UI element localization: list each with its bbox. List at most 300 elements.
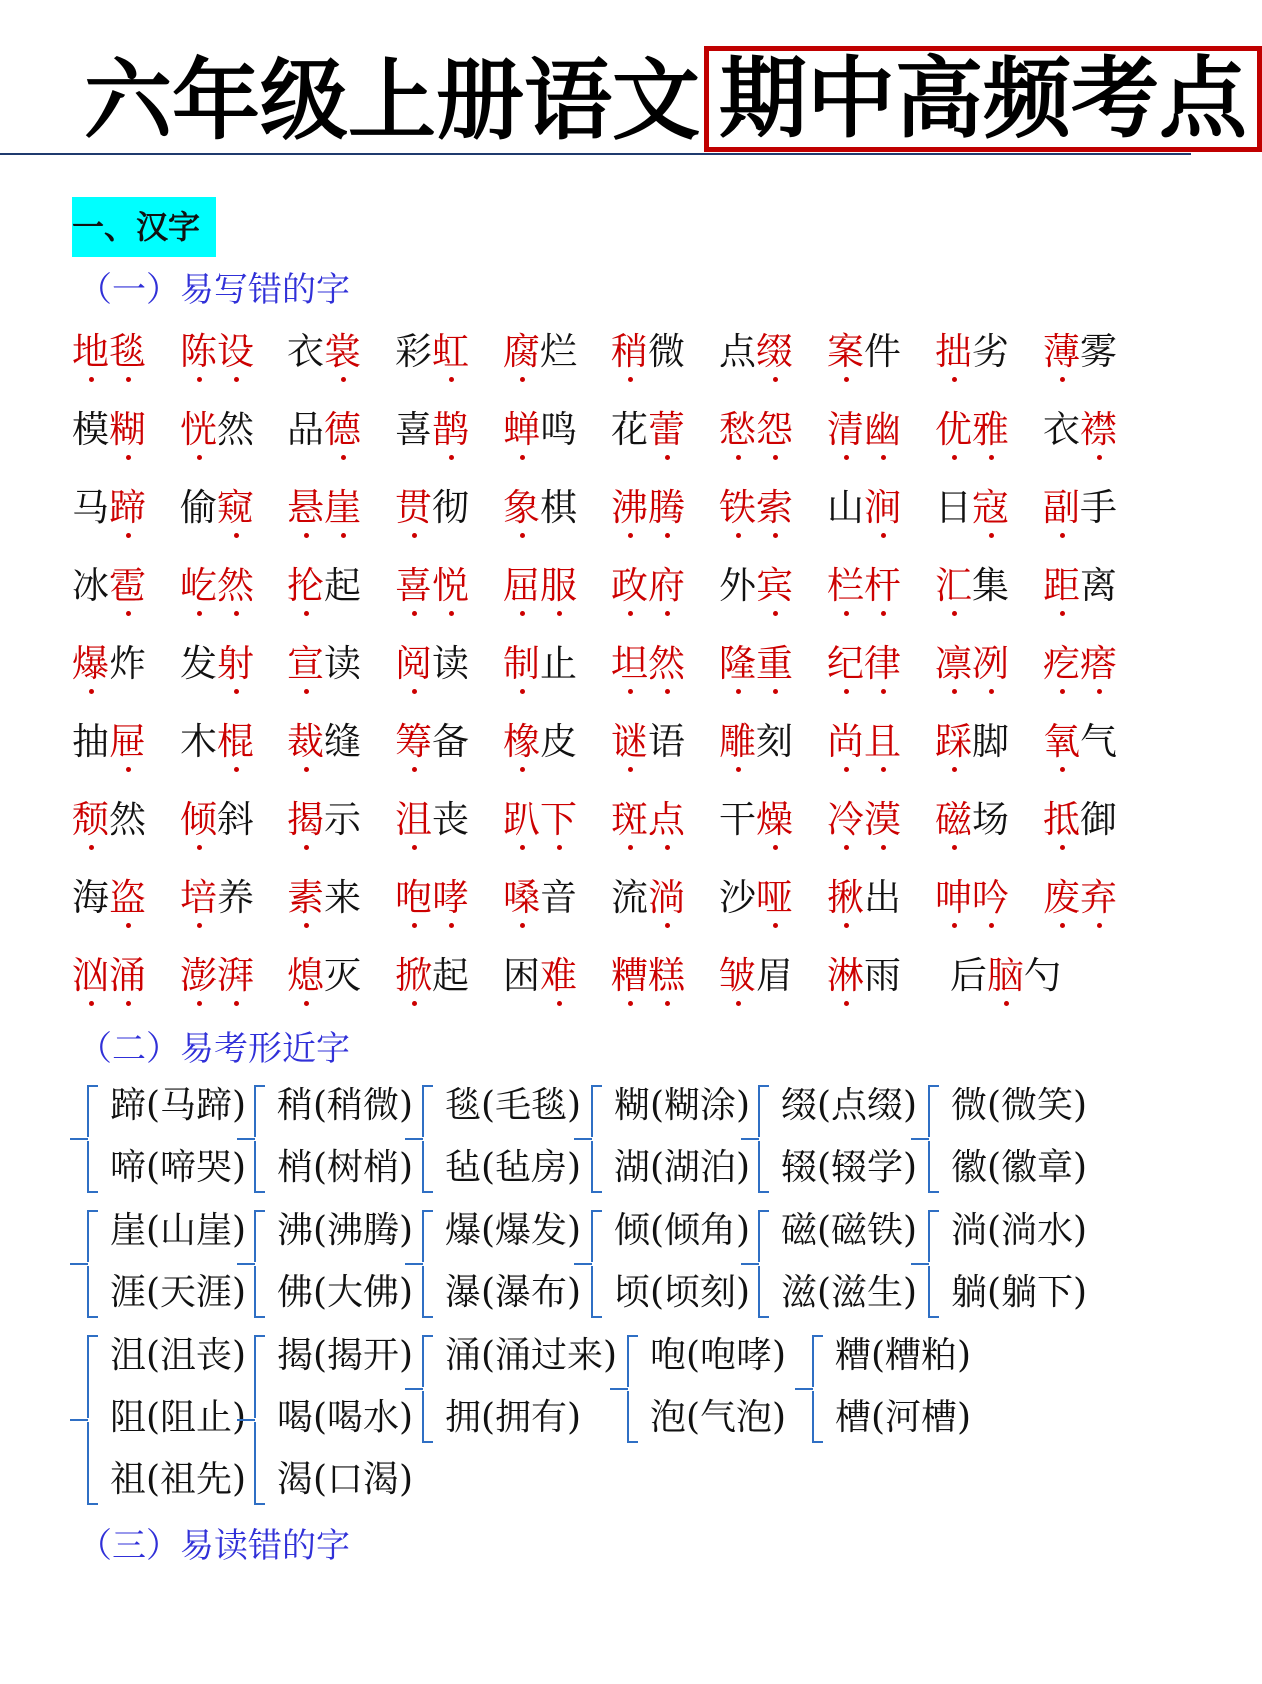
similar-char-item: 啼(啼哭): [110, 1147, 247, 1188]
error-prone-char: 哮: [432, 874, 469, 922]
word-item: [287, 718, 361, 766]
char: 外: [719, 564, 756, 607]
char: 木: [180, 720, 217, 763]
error-prone-char: 幽: [864, 406, 901, 454]
word-item: [1043, 874, 1117, 922]
error-prone-char: 糊: [109, 406, 146, 454]
char: 花: [611, 408, 648, 451]
error-prone-char: 清: [827, 406, 864, 454]
char: 眉: [756, 954, 793, 997]
error-prone-char: 毯: [109, 328, 146, 376]
error-prone-char: 素: [287, 874, 324, 922]
group-brace: [403, 1081, 443, 1197]
word-item: [503, 952, 577, 1000]
word-item: [180, 562, 254, 610]
error-prone-char: 裳: [324, 328, 361, 376]
similar-char-item: 涯(天涯): [110, 1272, 247, 1313]
error-prone-char: 谜: [611, 718, 648, 766]
char: 然: [109, 798, 146, 841]
word-item: [180, 952, 254, 1000]
word-item: [1043, 406, 1117, 454]
word-item: [827, 484, 901, 532]
error-prone-char: 冽: [972, 640, 1009, 688]
error-prone-char: 爆: [72, 640, 109, 688]
error-prone-char: 腾: [648, 484, 685, 532]
error-prone-char: 斑: [611, 796, 648, 844]
char: 冰: [72, 564, 109, 607]
similar-char-item: 稍(稍微): [277, 1085, 414, 1126]
error-prone-char: 弃: [1080, 874, 1117, 922]
word-item: [611, 562, 685, 610]
word-item: [935, 484, 1009, 532]
similar-char-item: 涌(涌过来): [445, 1335, 618, 1376]
similar-char-item: 湖(湖泊): [614, 1147, 751, 1188]
word-item: [503, 406, 577, 454]
error-prone-char: 杆: [864, 562, 901, 610]
word-item: [611, 406, 685, 454]
error-prone-char: 吟: [972, 874, 1009, 922]
char: 沙: [719, 876, 756, 919]
char: 干: [719, 798, 756, 841]
similar-char-item: 揭(揭开): [277, 1335, 414, 1376]
group-brace: [909, 1206, 949, 1322]
char: 炸: [109, 642, 146, 685]
word-item: [72, 406, 146, 454]
error-prone-char: 涧: [864, 484, 901, 532]
word-item: [72, 484, 146, 532]
char: 斜: [217, 798, 254, 841]
error-prone-char: 坦: [611, 640, 648, 688]
similar-char-item: 祖(祖先): [110, 1459, 247, 1500]
word-item: [611, 952, 685, 1000]
char: 养: [217, 876, 254, 919]
error-prone-char: 筹: [395, 718, 432, 766]
error-prone-char: 阅: [395, 640, 432, 688]
error-prone-char: 制: [503, 640, 540, 688]
char: 彻: [432, 486, 469, 529]
error-prone-char: 凛: [935, 640, 972, 688]
error-prone-char: 腐: [503, 328, 540, 376]
char: 棋: [540, 486, 577, 529]
char: 雾: [1080, 330, 1117, 373]
word-item: [72, 718, 146, 766]
error-prone-char: 拙: [935, 328, 972, 376]
word-item: [287, 952, 361, 1000]
word-item: [1043, 562, 1117, 610]
group-brace: [68, 1081, 108, 1197]
error-prone-char: 雹: [109, 562, 146, 610]
error-prone-char: 糕: [648, 952, 685, 1000]
error-prone-char: 抡: [287, 562, 324, 610]
char: 音: [540, 876, 577, 919]
word-item: [503, 328, 577, 376]
char: 发: [180, 642, 217, 685]
similar-char-item: 倾(倾角): [614, 1210, 751, 1251]
word-item: [1043, 484, 1117, 532]
word-item: [827, 328, 901, 376]
similar-char-item: 磁(磁铁): [781, 1210, 918, 1251]
char: 偷: [180, 486, 217, 529]
word-item: [287, 484, 361, 532]
char: 起: [324, 564, 361, 607]
word-item: [395, 328, 469, 376]
section-heading-characters: 一、汉字: [72, 197, 216, 257]
word-item: [287, 796, 361, 844]
word-item: [180, 406, 254, 454]
char: 衣: [1043, 408, 1080, 451]
title-plain: 六年级上册语文: [84, 49, 701, 152]
word-item: [180, 640, 254, 688]
error-prone-char: 哑: [756, 874, 793, 922]
char: 缝: [324, 720, 361, 763]
error-prone-char: 府: [648, 562, 685, 610]
error-prone-char: 政: [611, 562, 648, 610]
char: 抽: [72, 720, 109, 763]
error-prone-char: 燥: [756, 796, 793, 844]
error-prone-char: 雕: [719, 718, 756, 766]
word-item: [827, 874, 901, 922]
word-item: [827, 952, 901, 1000]
error-prone-char: 铁: [719, 484, 756, 532]
word-item: [395, 640, 469, 688]
char: 手: [1080, 486, 1117, 529]
word-item: [827, 640, 901, 688]
group-brace: [235, 1081, 275, 1197]
group-brace: [572, 1206, 612, 1322]
error-prone-char: 颓: [72, 796, 109, 844]
word-item: [1043, 796, 1117, 844]
word-item: [180, 874, 254, 922]
char: 御: [1080, 798, 1117, 841]
error-prone-char: 氧: [1043, 718, 1080, 766]
similar-char-item: 沸(沸腾): [277, 1210, 414, 1251]
char: 读: [324, 642, 361, 685]
char: 劣: [972, 330, 1009, 373]
word-item: [72, 874, 146, 922]
word-item: [719, 484, 793, 532]
title-rule: [0, 153, 1191, 155]
error-prone-char: 熄: [287, 952, 324, 1000]
error-prone-char: 盗: [109, 874, 146, 922]
error-prone-char: 屉: [109, 718, 146, 766]
word-item: [395, 484, 469, 532]
word-item: [503, 796, 577, 844]
group-brace: [793, 1331, 833, 1447]
similar-char-item: 缀(点缀): [781, 1085, 918, 1126]
word-item: [719, 562, 793, 610]
word-item: [719, 640, 793, 688]
error-prone-char: 窥: [217, 484, 254, 532]
similar-char-item: 佛(大佛): [277, 1272, 414, 1313]
error-prone-char: 德: [324, 406, 361, 454]
similar-char-item: 槽(河槽): [835, 1397, 972, 1438]
error-prone-char: 宣: [287, 640, 324, 688]
error-prone-char: 恍: [180, 406, 217, 454]
error-prone-char: 淋: [827, 952, 864, 1000]
subheading-similar-chars: （二）易考形近字: [78, 1029, 350, 1069]
word-item: [827, 796, 901, 844]
char: 丧: [432, 798, 469, 841]
error-prone-char: 点: [648, 796, 685, 844]
error-prone-char: 棍: [217, 718, 254, 766]
error-prone-char: 蝉: [503, 406, 540, 454]
error-prone-char: 培: [180, 874, 217, 922]
error-prone-char: 蹄: [109, 484, 146, 532]
group-brace: [403, 1331, 443, 1447]
word-item: [611, 328, 685, 376]
error-prone-char: 优: [935, 406, 972, 454]
word-item: [72, 328, 146, 376]
error-prone-char: 沸: [611, 484, 648, 532]
error-prone-char: 寇: [972, 484, 1009, 532]
similar-char-item: 滋(滋生): [781, 1272, 918, 1313]
error-prone-char: 案: [827, 328, 864, 376]
error-prone-char: 襟: [1080, 406, 1117, 454]
error-prone-char: 薄: [1043, 328, 1080, 376]
error-prone-char: 纪: [827, 640, 864, 688]
char: 鸣: [540, 408, 577, 451]
error-prone-char: 愁: [719, 406, 756, 454]
word-item: [72, 562, 146, 610]
similar-char-item: 沮(沮丧): [110, 1335, 247, 1376]
similar-char-item: 咆(咆哮): [650, 1335, 787, 1376]
char: 脚: [972, 720, 1009, 763]
error-prone-char: 贯: [395, 484, 432, 532]
char: 灭: [324, 954, 361, 997]
error-prone-char: 沮: [395, 796, 432, 844]
word-item: [503, 718, 577, 766]
similar-char-item: 泡(气泡): [650, 1397, 787, 1438]
similar-char-item: 毡(毡房): [445, 1147, 582, 1188]
error-prone-char: 冷: [827, 796, 864, 844]
char: 品: [287, 408, 324, 451]
group-brace: [739, 1206, 779, 1322]
word-item: [719, 328, 793, 376]
similar-char-item: 拥(拥有): [445, 1397, 582, 1438]
similar-char-item: 糟(糟粕): [835, 1335, 972, 1376]
error-prone-char: 律: [864, 640, 901, 688]
error-prone-char: 糟: [611, 952, 648, 1000]
char: 困: [503, 954, 540, 997]
char: 模: [72, 408, 109, 451]
error-prone-char: 揪: [827, 874, 864, 922]
word-item: [1043, 718, 1117, 766]
error-prone-char: 脑: [987, 952, 1024, 1000]
char: 皮: [540, 720, 577, 763]
word-item: [611, 640, 685, 688]
error-prone-char: 尚: [827, 718, 864, 766]
error-prone-char: 橡: [503, 718, 540, 766]
char: 止: [540, 642, 577, 685]
word-item: [503, 640, 577, 688]
similar-char-item: 爆(爆发): [445, 1210, 582, 1251]
word-item: [611, 718, 685, 766]
word-item: [395, 406, 469, 454]
similar-char-item: 崖(山崖): [110, 1210, 247, 1251]
char: 雨: [864, 954, 901, 997]
error-prone-char: 象: [503, 484, 540, 532]
char: 气: [1080, 720, 1117, 763]
similar-char-item: 躺(躺下): [951, 1272, 1088, 1313]
similar-char-item: 辍(辍学): [781, 1147, 918, 1188]
char: 衣: [287, 330, 324, 373]
similar-char-item: 喝(喝水): [277, 1397, 414, 1438]
error-prone-char: 射: [217, 640, 254, 688]
char: 集: [972, 564, 1009, 607]
error-prone-char: 鹊: [432, 406, 469, 454]
error-prone-char: 栏: [827, 562, 864, 610]
char: 刻: [756, 720, 793, 763]
error-prone-char: 蕾: [648, 406, 685, 454]
char: 马: [72, 486, 109, 529]
similar-char-item: 糊(糊涂): [614, 1085, 751, 1126]
error-prone-char: 重: [756, 640, 793, 688]
error-prone-char: 皱: [719, 952, 756, 1000]
error-prone-char: 虹: [432, 328, 469, 376]
error-prone-char: 副: [1043, 484, 1080, 532]
group-brace: [68, 1331, 108, 1509]
error-prone-char: 崖: [324, 484, 361, 532]
word-item: [395, 952, 469, 1000]
error-prone-char: 疙: [1043, 640, 1080, 688]
error-prone-char: 屹: [180, 562, 217, 610]
subheading-misread: （三）易读错的字: [78, 1526, 350, 1566]
error-prone-char: 陈: [180, 328, 217, 376]
word-item: [180, 796, 254, 844]
error-prone-char: 揭: [287, 796, 324, 844]
similar-char-item: 梢(树梢): [277, 1147, 414, 1188]
title-highlight-box: 期中高频考点: [704, 46, 1262, 152]
char: 出: [864, 876, 901, 919]
group-brace: [235, 1206, 275, 1322]
word-item: [395, 796, 469, 844]
error-prone-char: 悬: [287, 484, 324, 532]
error-prone-char: 涌: [109, 952, 146, 1000]
char: 件: [864, 330, 901, 373]
error-prone-char: 倾: [180, 796, 217, 844]
error-prone-char: 雅: [972, 406, 1009, 454]
group-brace: [608, 1331, 648, 1447]
word-item: [180, 484, 254, 532]
word-item: [395, 874, 469, 922]
word-item: [719, 952, 793, 1000]
word-item: [395, 562, 469, 610]
char: 勺: [1024, 954, 1061, 997]
char: 点: [719, 330, 756, 373]
char: 起: [432, 954, 469, 997]
char: 流: [611, 876, 648, 919]
group-brace: [235, 1331, 275, 1509]
word-item: [72, 640, 146, 688]
similar-char-item: 顷(顷刻): [614, 1272, 751, 1313]
error-prone-char: 汇: [935, 562, 972, 610]
char: 示: [324, 798, 361, 841]
error-prone-char: 然: [217, 562, 254, 610]
word-item: [935, 796, 1009, 844]
error-prone-char: 漠: [864, 796, 901, 844]
char: 然: [217, 408, 254, 451]
error-prone-char: 喜: [395, 562, 432, 610]
word-item: [503, 484, 577, 532]
error-prone-char: 服: [540, 562, 577, 610]
char: 海: [72, 876, 109, 919]
word-item: [287, 874, 361, 922]
word-item: [287, 640, 361, 688]
error-prone-char: 澎: [180, 952, 217, 1000]
char: 山: [827, 486, 864, 529]
error-prone-char: 悦: [432, 562, 469, 610]
group-brace: [909, 1081, 949, 1197]
char: 备: [432, 720, 469, 763]
error-prone-char: 磁: [935, 796, 972, 844]
error-prone-char: 嗓: [503, 874, 540, 922]
word-item: [935, 406, 1009, 454]
word-item: [935, 718, 1009, 766]
error-prone-char: 裁: [287, 718, 324, 766]
word-item: [1043, 328, 1117, 376]
char: 日: [935, 486, 972, 529]
char: 离: [1080, 564, 1117, 607]
error-prone-char: 踩: [935, 718, 972, 766]
error-prone-char: 且: [864, 718, 901, 766]
similar-char-item: 瀑(瀑布): [445, 1272, 582, 1313]
char: 烂: [540, 330, 577, 373]
error-prone-char: 屈: [503, 562, 540, 610]
error-prone-char: 掀: [395, 952, 432, 1000]
similar-char-item: 阻(阻止): [110, 1397, 247, 1438]
group-brace: [739, 1081, 779, 1197]
word-item: [611, 796, 685, 844]
char: 微: [648, 330, 685, 373]
char: 来: [324, 876, 361, 919]
error-prone-char: 汹: [72, 952, 109, 1000]
subheading-miswritten: （一）易写错的字: [78, 270, 350, 310]
word-item: [719, 874, 793, 922]
word-item: [72, 796, 146, 844]
word-item: [719, 718, 793, 766]
word-item: [395, 718, 469, 766]
word-item: [611, 484, 685, 532]
word-item: [827, 562, 901, 610]
error-prone-char: 缀: [756, 328, 793, 376]
similar-char-item: 淌(淌水): [951, 1210, 1088, 1251]
error-prone-char: 湃: [217, 952, 254, 1000]
error-prone-char: 下: [540, 796, 577, 844]
char: 彩: [395, 330, 432, 373]
error-prone-char: 稍: [611, 328, 648, 376]
word-item: [287, 406, 361, 454]
error-prone-char: 趴: [503, 796, 540, 844]
word-item: [503, 562, 577, 610]
char: 场: [972, 798, 1009, 841]
error-prone-char: 然: [648, 640, 685, 688]
error-prone-char: 隆: [719, 640, 756, 688]
char: 喜: [395, 408, 432, 451]
error-prone-char: 设: [217, 328, 254, 376]
error-prone-char: 距: [1043, 562, 1080, 610]
word-item: [719, 406, 793, 454]
word-item: [180, 328, 254, 376]
page-title: [84, 46, 1262, 156]
error-prone-char: 抵: [1043, 796, 1080, 844]
error-prone-char: 难: [540, 952, 577, 1000]
word-item: [935, 874, 1009, 922]
char: 读: [432, 642, 469, 685]
group-brace: [403, 1206, 443, 1322]
error-prone-char: 宾: [756, 562, 793, 610]
error-prone-char: 怨: [756, 406, 793, 454]
error-prone-char: 废: [1043, 874, 1080, 922]
